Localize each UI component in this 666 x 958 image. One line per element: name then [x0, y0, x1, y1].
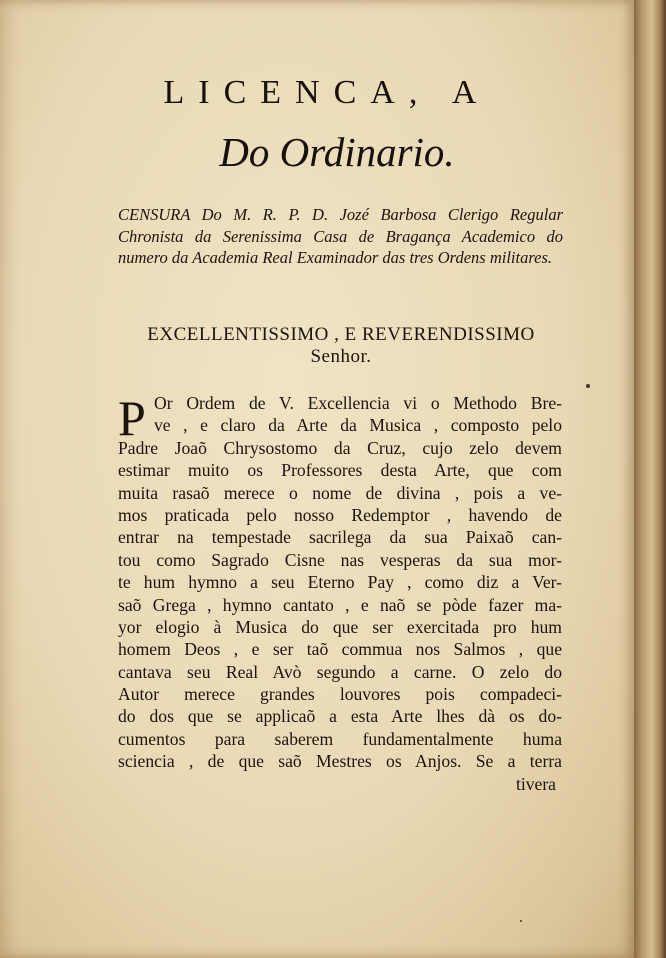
body-line: sciencia , de que saõ Mestres os Anjos. Se a terra	[118, 751, 562, 772]
body-paragraph	[118, 392, 562, 773]
salutation-line-1: EXCELLENTISSIMO , E REVERENDISSIMO	[147, 324, 535, 345]
body-line: saõ Grega , hymno cantato , e naõ se pòde fazer ma-	[118, 594, 562, 615]
body-line: yor elogio à Musica do que ser exercitada pro hum	[118, 616, 562, 637]
title-suffix: , A	[408, 74, 491, 111]
censura-text: CENSURA Do M. R. P. D. Jozé Barbosa Clerigo Regular Chronista da Serenissima Casa de Bragança Academico do numero da Academia Real Examinador das tres Ordens militares.	[118, 205, 563, 267]
body-line: Or Ordem de V. Excellencia vi o Methodo Bre-	[154, 393, 562, 413]
body-line: muita rasaõ merece o nome de divina , pois a ve-	[118, 482, 562, 503]
paper-speck	[520, 920, 522, 922]
body-line: ve , e claro da Arte da Musica , composto pelo	[154, 415, 562, 436]
body-line: homem Deos , e ser taõ commua nos Salmos , que	[118, 639, 562, 660]
drop-cap: P	[118, 390, 146, 446]
paper-speck	[586, 384, 590, 388]
salutation-line-2: Senhor.	[310, 346, 372, 367]
body-line: entrar na tempestade sacrilega da sua Paixaõ can-	[118, 527, 562, 548]
catchword: tivera	[515, 774, 556, 794]
page-subtitle: Do Ordinario.	[219, 129, 455, 175]
book-page-edge	[634, 0, 666, 958]
body-line: do dos que se applicaõ a esta Arte lhes dà os do-	[118, 706, 562, 727]
body-line: te hum hymno a seu Eterno Pay , como diz a Ver-	[118, 572, 562, 593]
body-line: cumentos para saberem fundamentalmente huma	[118, 728, 562, 749]
title-word: LICENCA	[163, 74, 409, 111]
page-title	[0, 74, 634, 112]
body-line: estimar muito os Professores desta Arte, que com	[118, 460, 562, 481]
body-line: Autor merece grandes louvores pois compadeci-	[118, 684, 562, 705]
censura-paragraph	[118, 204, 563, 269]
body-line: Padre Joaõ Chrysostomo da Cruz, cujo zelo devem	[118, 437, 562, 458]
body-line: cantava seu Real Avò segundo a carne. O zelo do	[118, 661, 562, 682]
salutation	[118, 324, 564, 368]
body-line: tou como Sagrado Cisne nas vesperas da sua mor-	[118, 549, 562, 570]
body-line: mos praticada pelo nosso Redemptor , havendo de	[118, 504, 562, 525]
